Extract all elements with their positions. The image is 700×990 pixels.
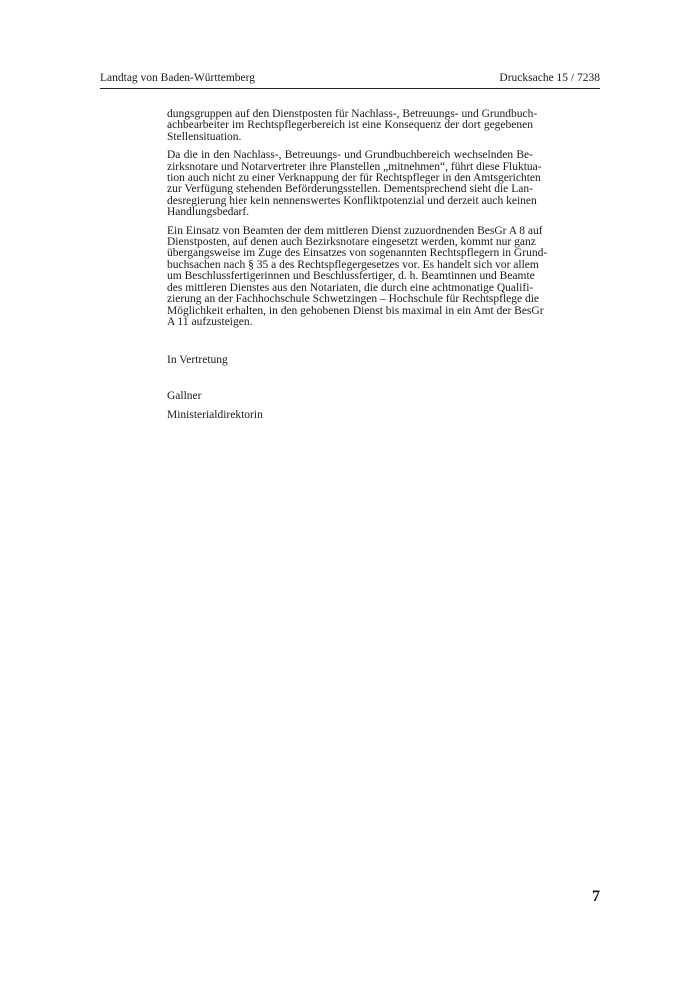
text-line: Handlungsbedarf. bbox=[167, 206, 250, 219]
text-line: des mittleren Dienstes aus den Notariaten, die durch eine achtmonatige Qualifi- bbox=[167, 281, 534, 294]
paragraph-3 bbox=[167, 224, 548, 329]
text-line: zirksnotare und Notarvertreter ihre Planstellen „mitnehmen“, führt diese Fluktua- bbox=[167, 160, 542, 173]
text-line: Dienstposten, auf denen auch Bezirksnotare eingesetzt werden, kommt nur ganz bbox=[167, 236, 536, 249]
text-line: Möglichkeit erhalten, in den gehobenen Dienst bis maximal in ein Amt der BesGr bbox=[167, 304, 544, 317]
text-line: dungsgruppen auf den Dienstposten für Nachlass-, Betreuungs- und Grundbuch- bbox=[167, 108, 538, 120]
page-number: 7 bbox=[592, 888, 600, 905]
text-line: zierung an der Fachhochschule Schwetzingen – Hochschule für Rechtspflege die bbox=[167, 293, 540, 306]
text-line: Ein Einsatz von Beamten der dem mittleren Dienst zuzuordnenden BesGr A 8 auf bbox=[167, 224, 543, 237]
text-line: desregierung hier kein nennenswertes Konfliktpotenzial und derzeit auch keinen bbox=[167, 194, 537, 207]
signatory-name: Gallner bbox=[167, 390, 202, 402]
text-line: zur Verfügung stehenden Beförderungsstellen. Dementsprechend sieht die Lan- bbox=[167, 183, 533, 196]
paragraph-2 bbox=[167, 149, 542, 219]
signatory-title: Ministerialdirektorin bbox=[167, 409, 263, 421]
body-text bbox=[167, 108, 548, 335]
text-line: tion auch nicht zu einer Verknappung der für Rechtspfleger in den Amtsgerichten bbox=[167, 172, 541, 185]
paragraph-1 bbox=[167, 108, 538, 143]
text-line: A 11 aufzusteigen. bbox=[167, 315, 253, 328]
text-line: achbearbeiter im Rechtspflegerbereich ist eine Konsequenz der dort gegebenen bbox=[167, 119, 533, 132]
header-parliament-name: Landtag von Baden-Württemberg bbox=[100, 72, 255, 84]
page-header bbox=[100, 71, 600, 89]
text-line: übergangsweise im Zuge des Einsatzes von sogenannten Rechtspflegern in Grund- bbox=[167, 247, 548, 260]
header-document-number: Drucksache 15 / 7238 bbox=[499, 72, 600, 84]
text-line: buchsachen nach § 35 a des Rechtspflegergesetzes vor. Es handelt sich vor allem bbox=[167, 258, 539, 271]
text-line: Da die in den Nachlass-, Betreuungs- und Grundbuchbereich wechselnden Be- bbox=[167, 149, 533, 162]
text-line: um Beschlussfertigerinnen und Beschlussfertiger, d. h. Beamtinnen und Beamte bbox=[167, 270, 535, 283]
closing-salutation: In Vertretung bbox=[167, 354, 228, 366]
text-line: Stellensituation. bbox=[167, 130, 242, 143]
